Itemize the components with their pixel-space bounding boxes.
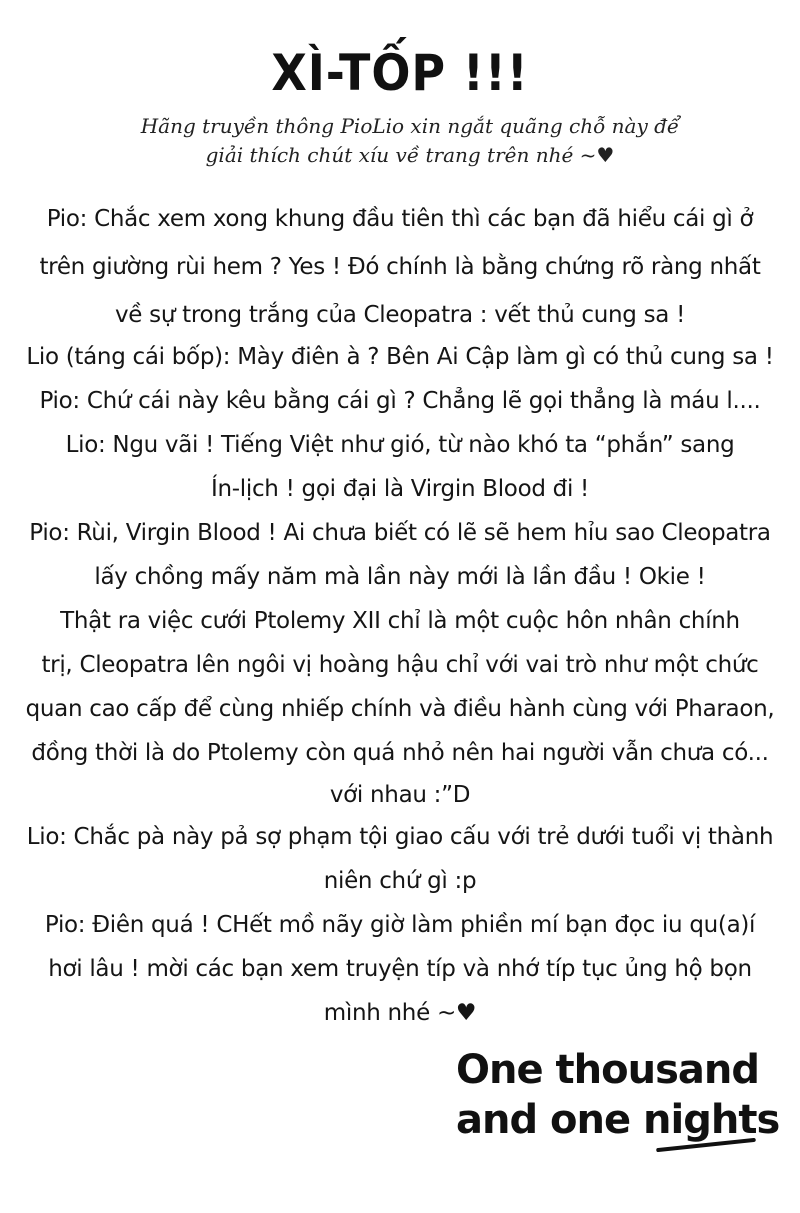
note-line: với nhau :”D bbox=[329, 782, 471, 808]
note-line: hơi lâu ! mời các bạn xem truyện típ và nhớ típ tục ủng hộ bọn bbox=[48, 956, 752, 982]
note-line: Thật ra việc cưới Ptolemy XII chỉ là một cuộc hôn nhân chính bbox=[60, 608, 740, 634]
note-line: niên chứ gì :p bbox=[323, 868, 477, 894]
subtitle-line: giải thích chút xíu về trang trên nhé ~♥ bbox=[205, 143, 615, 167]
note-line: trị, Cleopatra lên ngôi vị hoàng hậu chỉ với vai trò như một chức bbox=[41, 652, 759, 678]
note-line: Pio: Chắc xem xong khung đầu tiên thì các bạn đã hiểu cái gì ở bbox=[46, 206, 754, 232]
page-title: XÌ-TỐP !!! bbox=[271, 44, 529, 102]
note-line: mình nhé ~♥ bbox=[323, 1000, 477, 1026]
note-line: về sự trong trắng của Cleopatra : vết thủ cung sa ! bbox=[114, 302, 686, 328]
note-line: Pio: Điên quá ! CHết mồ nãy giờ làm phiền mí bạn đọc iu qu(a)í bbox=[44, 912, 756, 938]
note-line: quan cao cấp để cùng nhiếp chính và điều hành cùng với Pharaon, bbox=[25, 696, 775, 722]
note-line: Pio: Chứ cái này kêu bằng cái gì ? Chẳng lẽ gọi thẳng là máu l.... bbox=[39, 388, 761, 414]
subtitle bbox=[110, 112, 710, 170]
note-line: Lio (táng cái bốp): Mày điên à ? Bên Ai Cập làm gì có thủ cung sa ! bbox=[26, 344, 774, 370]
logo-line: and one nights bbox=[456, 1097, 780, 1143]
note-line: lấy chồng mấy năm mà lần này mới là lần đầu ! Okie ! bbox=[94, 564, 706, 590]
note-line: trên giường rùi hem ? Yes ! Đó chính là bằng chứng rõ ràng nhất bbox=[39, 254, 761, 280]
series-logo bbox=[456, 1045, 780, 1145]
note-line: đồng thời là do Ptolemy còn quá nhỏ nên hai người vẫn chưa có... bbox=[31, 740, 769, 766]
subtitle-line: Hãng truyền thông PioLio xin ngắt quãng chỗ này để bbox=[140, 114, 680, 138]
note-line: Pio: Rùi, Virgin Blood ! Ai chưa biết có lẽ sẽ hem hỉu sao Cleopatra bbox=[29, 520, 771, 546]
note-line: Ín-lịch ! gọi đại là Virgin Blood đi ! bbox=[211, 476, 589, 502]
note-line: Lio: Ngu vãi ! Tiếng Việt như gió, từ nào khó ta “phắn” sang bbox=[65, 432, 735, 458]
logo-line: One thousand bbox=[456, 1047, 759, 1093]
note-line: Lio: Chắc pà này pả sợ phạm tội giao cấu với trẻ dưới tuổi vị thành bbox=[26, 824, 774, 850]
